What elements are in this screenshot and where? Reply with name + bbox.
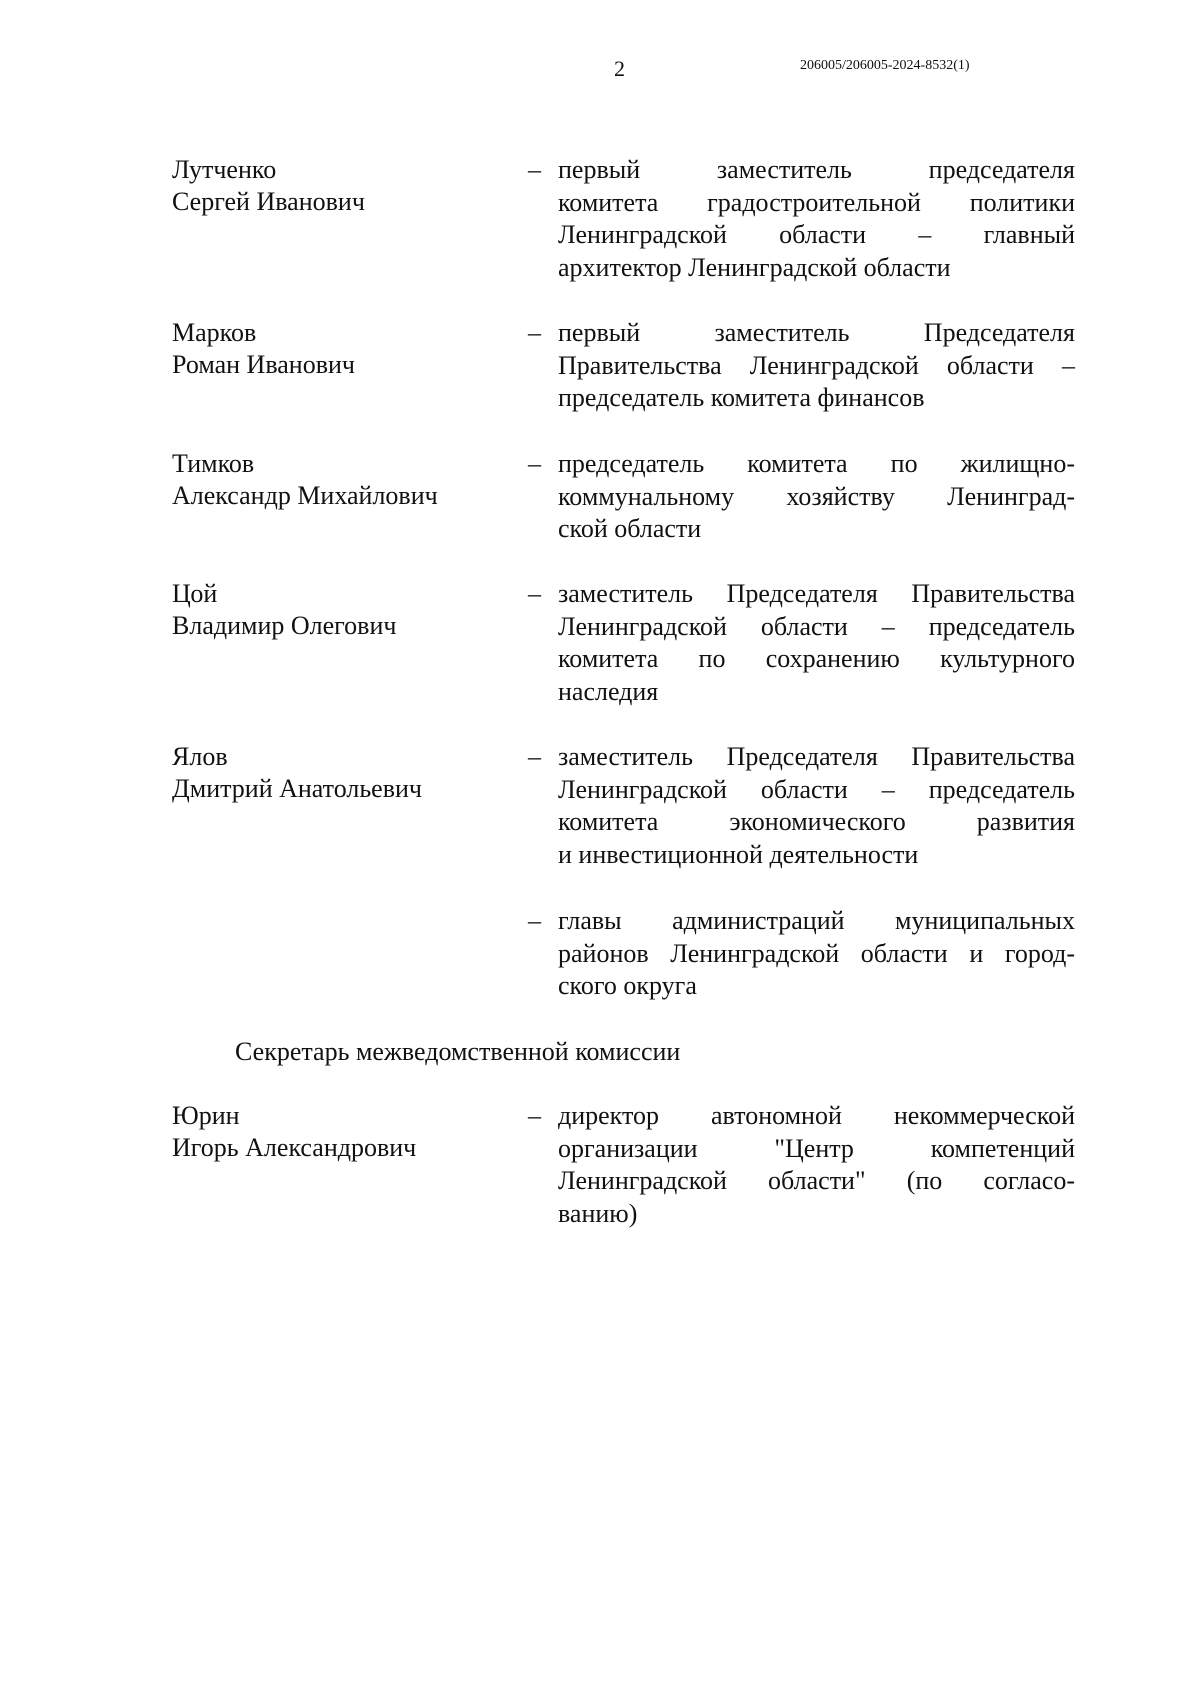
position-line: архитектор Ленинградской области	[558, 252, 951, 282]
position-line: директор автономной некоммерческой	[558, 1101, 1075, 1130]
member-position	[558, 905, 1075, 1003]
position-line: ванию)	[558, 1198, 638, 1228]
position-line: коммунальному хозяйству Ленинград-	[558, 481, 1075, 511]
member-position	[558, 448, 1075, 546]
position-line: Ленинградской области – председатель	[558, 774, 1075, 804]
secretary-heading: Секретарь межведомственной комиссии	[235, 1037, 681, 1066]
member-given-names: Сергей Иванович	[172, 187, 365, 216]
page-number: 2	[614, 56, 625, 81]
member-given-names: Владимир Олегович	[172, 611, 397, 640]
secretary-surname: Юрин	[172, 1101, 240, 1130]
position-line: председатель комитета финансов	[558, 383, 925, 412]
position-line: комитета экономического развития	[558, 807, 1075, 836]
member-position	[558, 578, 1075, 708]
member-name	[172, 317, 502, 381]
position-line: организации "Центр компетенций	[558, 1133, 1075, 1163]
member-given-names: Дмитрий Анатольевич	[172, 774, 422, 803]
position-line: наследия	[558, 676, 659, 706]
document-id: 206005/206005-2024-8532(1)	[800, 58, 970, 73]
position-line: и инвестиционной деятельности	[558, 839, 919, 869]
member-position	[558, 741, 1075, 871]
position-line: районов Ленинградской области и город-	[558, 938, 1075, 968]
member-surname: Ялов	[172, 742, 228, 771]
member-surname: Марков	[172, 318, 257, 347]
position-line: ского округа	[558, 971, 697, 1000]
member-surname: Цой	[172, 579, 218, 608]
member-surname: Тимков	[172, 449, 255, 478]
position-line: первый заместитель Председателя	[558, 318, 1075, 347]
member-name	[172, 741, 502, 805]
dash-separator: –	[528, 449, 541, 478]
position-line: председатель комитета по жилищно-	[558, 449, 1075, 478]
dash-separator: –	[528, 742, 541, 771]
secretary-name	[172, 1100, 502, 1164]
position-line: Ленинградской области" (по согласо-	[558, 1166, 1075, 1195]
dash-separator: –	[528, 318, 541, 347]
member-position	[558, 317, 1075, 415]
dash-separator: –	[528, 579, 541, 608]
dash-separator: –	[528, 906, 541, 935]
position-line: заместитель Председателя Правительства	[558, 742, 1075, 771]
position-line: комитета по сохранению культурного	[558, 644, 1075, 673]
position-line: Ленинградской области – председатель	[558, 611, 1075, 641]
position-line: комитета градостроительной политики	[558, 187, 1075, 217]
secretary-given-names: Игорь Александрович	[172, 1133, 417, 1162]
position-line: ской области	[558, 514, 702, 543]
member-name	[172, 448, 502, 512]
position-line: Ленинградской области – главный	[558, 220, 1075, 249]
member-given-names: Роман Иванович	[172, 350, 355, 379]
member-given-names: Александр Михайлович	[172, 481, 438, 510]
secretary-position	[558, 1100, 1075, 1230]
member-name	[172, 154, 502, 218]
position-line: Правительства Ленинградской области –	[558, 350, 1075, 380]
member-position	[558, 154, 1075, 284]
dash-separator: –	[528, 1101, 541, 1130]
position-line: заместитель Председателя Правительства	[558, 579, 1075, 608]
position-line: первый заместитель председателя	[558, 155, 1075, 184]
member-surname: Лутченко	[172, 155, 277, 184]
dash-separator: –	[528, 155, 541, 184]
position-line: главы администраций муниципальных	[558, 906, 1075, 935]
member-name	[172, 578, 502, 642]
